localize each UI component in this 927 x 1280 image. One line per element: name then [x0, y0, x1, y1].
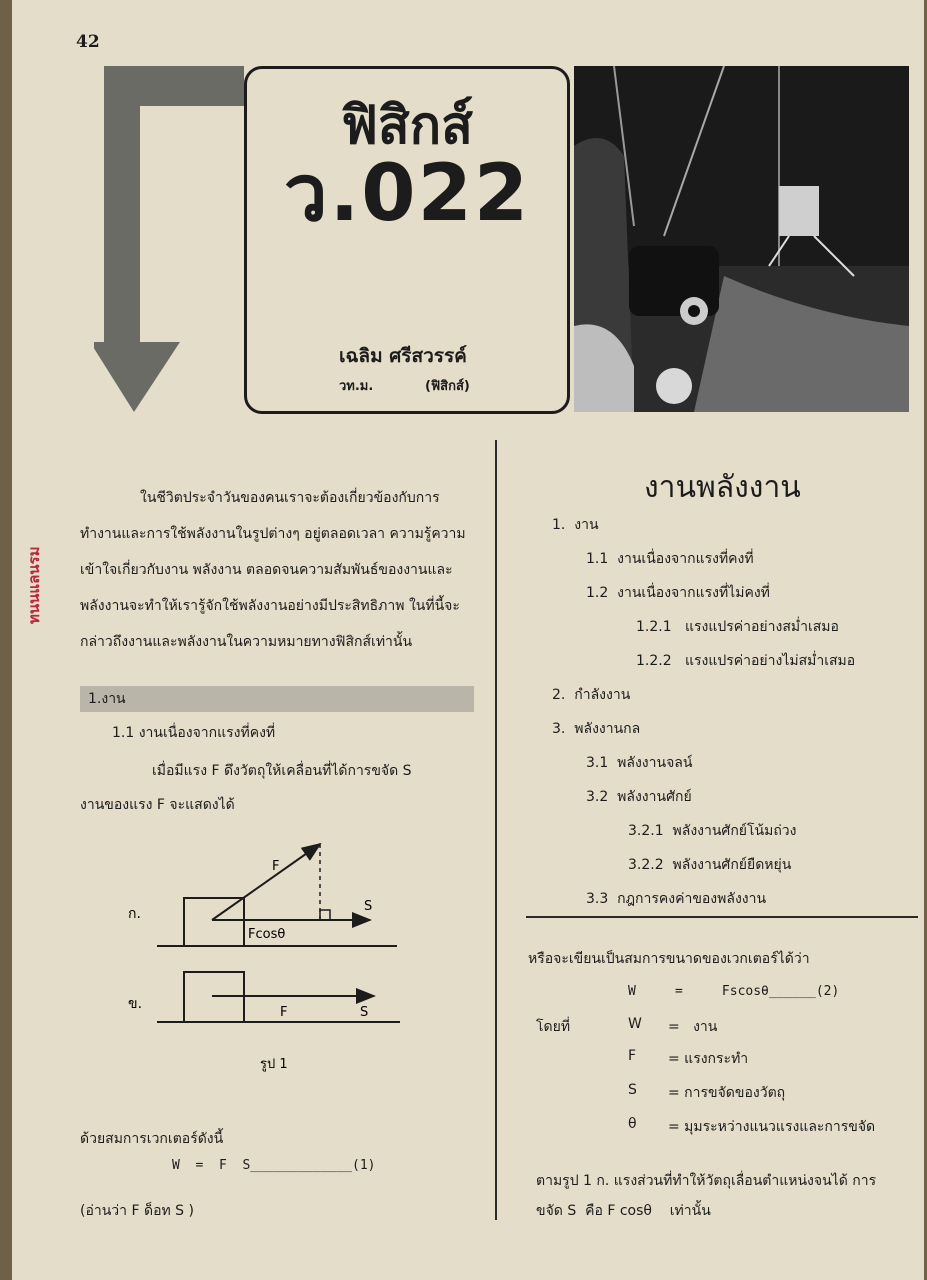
toc-item: 2. กำลังงาน	[552, 687, 631, 703]
diagram-caption: รูป 1	[260, 1057, 288, 1072]
arrow-graphic	[94, 66, 244, 416]
toc-item: 1.2 งานเนื่องจากแรงที่ไม่คงที่	[586, 585, 770, 601]
page-number: 42	[76, 32, 100, 52]
toc-item: 1.2.2 แรงแปรค่าอย่างไม่สม่ำเสมอ	[636, 653, 856, 669]
definition-angle: = มุมระหว่างแนวแรงและการขจัด	[668, 1119, 876, 1135]
definition-work: = งาน	[668, 1019, 718, 1035]
magnitude-equation-intro: หรือจะเขียนเป็นสมการขนาดของเวกเตอร์ได้ว่า	[528, 951, 810, 967]
definition-symbol: θ	[628, 1116, 637, 1132]
toc-item: 1.2.1 แรงแปรค่าอย่างสม่ำเสมอ	[636, 619, 839, 635]
diagram-vector-f-b: F	[280, 1005, 288, 1020]
side-stamp: ทนนแลนรม	[25, 546, 43, 624]
diagram-vector-s-a: S	[364, 899, 373, 914]
magazine-page	[12, 0, 924, 1280]
intro-block	[80, 480, 480, 660]
author-field: (ฟิสิกส์)	[425, 379, 470, 394]
title-course-code: ว.022	[283, 149, 531, 239]
toc-item: 3.3 กฎการคงค่าของพลังงาน	[586, 891, 767, 907]
diagram-fcos-label: Fcosθ	[248, 927, 286, 942]
definition-symbol: S	[628, 1082, 637, 1098]
vector-equation-intro: ด้วยสมการเวกเตอร์ดังนี้	[80, 1131, 224, 1147]
reading-note: (อ่านว่า F ด็อท S )	[80, 1203, 194, 1219]
diagram-label-b: ข.	[128, 996, 143, 1012]
photo-moon-landing-camera	[574, 66, 909, 412]
equation-2: W = Fscosθ______(2)	[628, 984, 840, 999]
intro-paragraph: ในชีวิตประจำวันของคนเราจะต้องเกี่ยวข้องกับการทำงานและการใช้พลังงานในรูปต่างๆ อยู่ตลอดเวลา ความรู้ความเข้าใจเกี่ยวกับงาน พลังงาน ตลอดจนความสัมพันธ์ของงานและพลังงานจะทำให้เรารู้จักใช้พลังงานอย่างมีประสิทธิภาพ ในที่นี้จะกล่าวถึงงานและพลังงานในความหมายทางฟิสิกส์เท่านั้น	[80, 490, 466, 650]
subsection-heading: 1.1 งานเนื่องจากแรงที่คงที่	[112, 725, 276, 741]
definition-force: = แรงกระทำ	[668, 1051, 749, 1067]
toc-item: 3.2.2 พลังงานศักย์ยืดหยุ่น	[628, 857, 792, 873]
definition-symbol: W	[628, 1016, 642, 1032]
closing-text-line-1: ตามรูป 1 ก. แรงส่วนที่ทำให้วัตถุเลื่อนตำแหน่งจนได้ การ	[536, 1173, 877, 1189]
definition-displacement: = การขจัดของวัตถุ	[668, 1085, 786, 1101]
toc-item: 1.1 งานเนื่องจากแรงที่คงที่	[586, 551, 754, 567]
diagram-vector-f-a: F	[272, 859, 280, 874]
title-subject: ฟิสิกส์	[341, 96, 473, 156]
toc-item: 3.2 พลังงานศักย์	[586, 789, 692, 805]
diagram-vector-s-b: S	[360, 1005, 369, 1020]
title-box	[244, 66, 570, 414]
equation-1: W = F S_____________(1)	[172, 1158, 376, 1173]
toc-title: งานพลังงาน	[644, 470, 801, 505]
author-degree: วท.ม.	[339, 379, 374, 394]
toc-item: 1. งาน	[552, 517, 599, 533]
force-diagram	[112, 830, 412, 1090]
closing-text-line-2: ขจัด S คือ F cosθ เท่านั้น	[536, 1203, 711, 1219]
work-text-line-2: งานของแรง F จะแสดงได้	[80, 797, 235, 813]
column-divider	[495, 440, 497, 1220]
toc-divider	[526, 916, 918, 918]
section-heading: 1.งาน	[80, 686, 474, 712]
toc-item: 3.2.1 พลังงานศักย์โน้มถ่วง	[628, 823, 797, 839]
work-text-line-1: เมื่อมีแรง F ดึงวัตถุให้เคลื่อนที่ได้การขจัด S	[152, 763, 412, 779]
where-label: โดยที่	[536, 1019, 571, 1035]
definition-symbol: F	[628, 1048, 637, 1064]
diagram-label-a: ก.	[128, 906, 141, 922]
toc-item: 3. พลังงานกล	[552, 721, 641, 737]
author-name: เฉลิม ศรีสวรรค์	[339, 345, 467, 367]
toc-item: 3.1 พลังงานจลน์	[586, 755, 693, 771]
